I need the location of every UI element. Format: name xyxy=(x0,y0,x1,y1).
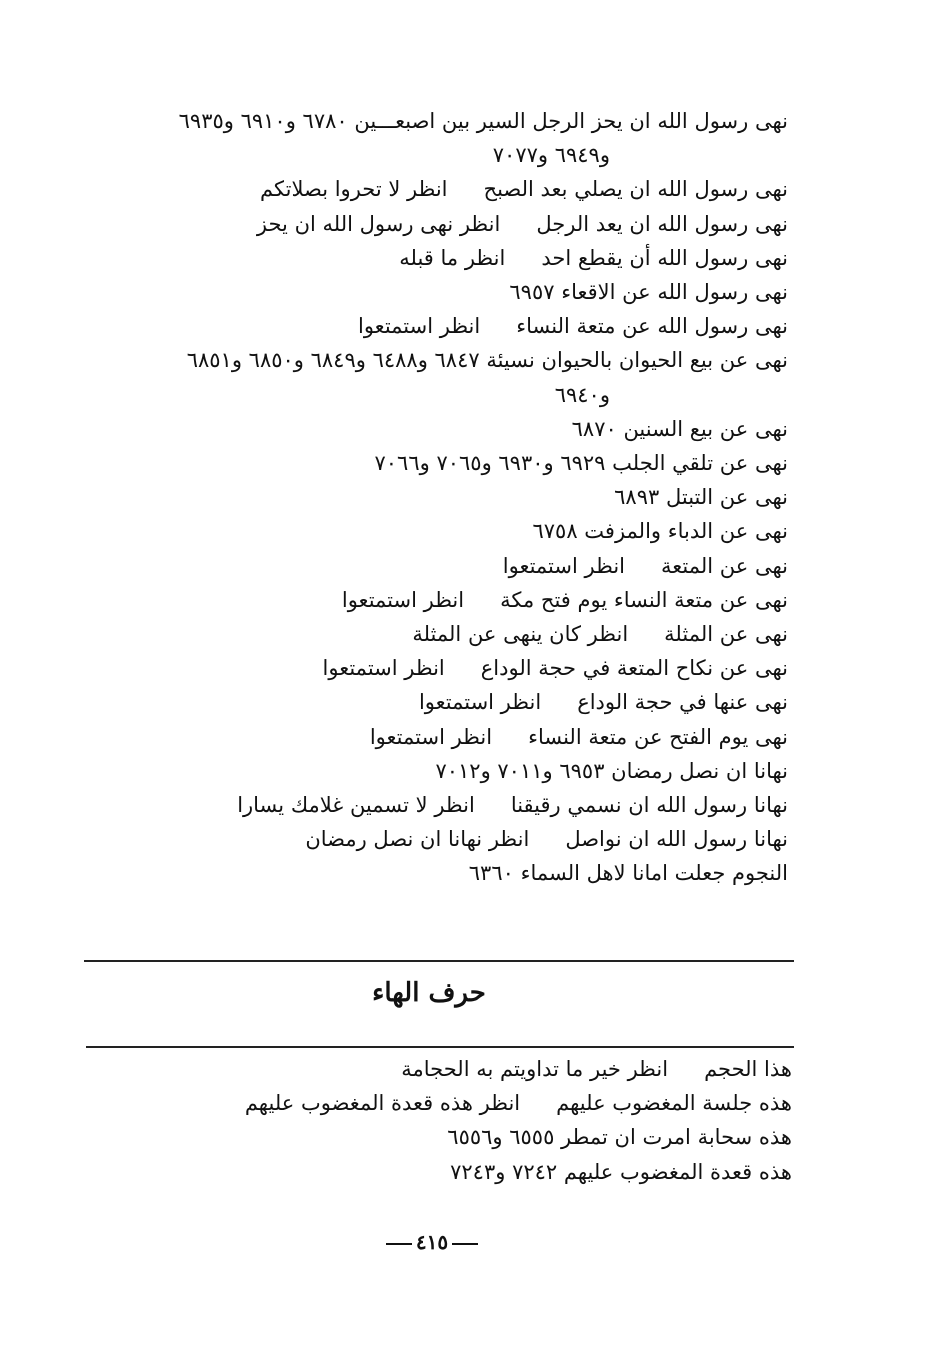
entry-heading: نهى عن تلقي الجلب ٦٩٢٩ و٦٩٣٠ و٧٠٦٥ و٧٠٦٦ xyxy=(374,451,788,476)
entry-cross-reference: انظر كان ينهى عن المثلة xyxy=(412,622,629,647)
entries-list-nun xyxy=(68,104,788,891)
entry-continuation: و٦٩٤٠ xyxy=(554,382,610,407)
entry-heading: نهى رسول الله عن متعة النساء xyxy=(516,314,788,339)
entry-heading: نهى رسول الله أن يقطع احد xyxy=(541,245,788,270)
index-entry xyxy=(68,480,788,514)
entry-cross-reference: انظر ما قبله xyxy=(399,245,506,270)
index-entry xyxy=(68,720,788,754)
section-divider-bottom xyxy=(86,1046,794,1048)
entries-list-ha xyxy=(92,1052,792,1189)
index-entry xyxy=(68,583,788,617)
index-entry xyxy=(68,856,788,890)
entry-heading: نهى عن التبتل ٦٨٩٣ xyxy=(614,485,788,510)
index-entry xyxy=(68,754,788,788)
entry-heading: نهى رسول الله ان يصلي بعد الصبح xyxy=(483,177,788,202)
entry-heading: نهانا رسول الله ان نواصل xyxy=(565,827,788,852)
entry-heading: نهى رسول الله عن الاقعاء ٦٩٥٧ xyxy=(509,280,788,305)
entry-heading: نهى عن المثلة xyxy=(664,622,788,647)
entry-cross-reference: انظر استمتعوا xyxy=(502,553,625,578)
entry-heading: نهى عن الدباء والمزفت ٦٧٥٨ xyxy=(532,519,788,544)
entry-cross-reference: انظر استمتعوا xyxy=(322,656,445,681)
entry-heading: نهى عن بيع السنين ٦٨٧٠ xyxy=(571,416,788,441)
entry-cross-reference: انظر هذه قعدة المغضوب عليهم xyxy=(244,1091,521,1116)
entry-cross-reference: انظر استمتعوا xyxy=(341,587,465,612)
entry-heading: هذا الحجم xyxy=(704,1057,792,1081)
entry-heading: نهى رسول الله ان يعد الرجل xyxy=(536,211,788,236)
index-entry xyxy=(68,617,788,651)
index-entry xyxy=(68,446,788,480)
index-entry xyxy=(68,275,788,309)
index-entry xyxy=(92,1052,792,1086)
index-entry xyxy=(68,685,788,719)
page-number xyxy=(372,1230,492,1254)
section-divider-top xyxy=(84,960,794,962)
entry-heading: نهى عن متعة النساء يوم فتح مكة xyxy=(500,587,788,612)
entry-heading: النجوم جعلت امانا لاهل السماء ٦٣٦٠ xyxy=(468,861,788,886)
entry-cross-reference: انظر لا تحروا بصلاتكم xyxy=(260,177,448,202)
index-entry xyxy=(68,309,788,343)
index-entry xyxy=(68,241,788,275)
index-entry xyxy=(68,514,788,548)
entry-heading: نهانا رسول الله ان نسمي رقيقنا xyxy=(510,793,788,818)
entry-cross-reference: انظر استمتعوا xyxy=(369,724,493,749)
index-entry xyxy=(68,207,788,241)
entry-cross-reference: انظر لا تسمين غلامك يسارا xyxy=(237,793,475,818)
entry-heading: نهانا ان نصل رمضان ٦٩٥٣ و٧٠١١ و٧٠١٢ xyxy=(435,758,788,783)
index-entry xyxy=(92,1120,792,1154)
index-entry xyxy=(68,822,788,856)
entry-heading: نهى عن بيع الحيوان بالحيوان نسيئة ٦٨٤٧ و٦٤٨٨ و٦٨٤٩ و٦٨٥٠ و٦٨٥١ xyxy=(186,348,788,373)
entry-cross-reference: انظر استمتعوا xyxy=(358,314,481,339)
index-entry xyxy=(68,104,788,172)
index-entry xyxy=(68,549,788,583)
entry-cross-reference: انظر استمتعوا xyxy=(418,690,542,715)
entry-heading: نهى يوم الفتح عن متعة النساء xyxy=(528,724,788,749)
index-entry xyxy=(68,788,788,822)
entry-heading: نهى عن المتعة xyxy=(661,553,788,578)
index-entry xyxy=(68,343,788,411)
entry-heading: هذه سحابة امرت ان تمطر ٦٥٥٥ و٦٥٥٦ xyxy=(447,1125,792,1150)
entry-continuation: و٦٩٤٩ و٧٠٧٧ xyxy=(492,143,610,168)
entry-heading: هذه جلسة المغضوب عليهم xyxy=(556,1091,792,1116)
page-number-dash-left xyxy=(386,1243,412,1245)
index-entry xyxy=(68,172,788,206)
index-entry xyxy=(68,651,788,685)
entry-cross-reference: انظر خير ما تداويتم به الحجامة xyxy=(401,1057,669,1081)
entry-cross-reference: انظر نهى رسول الله ان يحز xyxy=(256,211,501,236)
entry-heading: نهى رسول الله ان يحز الرجل السير بين اصبعـــين ٦٧٨٠ و٦٩١٠ و٦٩٣٥ xyxy=(178,109,788,133)
index-entry xyxy=(92,1086,792,1120)
entry-heading: نهى عنها في حجة الوداع xyxy=(577,690,788,715)
entry-heading: هذه قعدة المغضوب عليهم ٧٢٤٢ و٧٢٤٣ xyxy=(450,1159,792,1184)
index-entry xyxy=(68,412,788,446)
page-number-value: ٤١٥ xyxy=(415,1230,449,1254)
entry-cross-reference: انظر نهانا ان نصل رمضان xyxy=(305,827,530,852)
section-title: حرف الهاء xyxy=(372,978,486,1008)
page-number-dash-right xyxy=(452,1243,478,1245)
index-entry xyxy=(92,1155,792,1189)
entry-heading: نهى عن نكاح المتعة في حجة الوداع xyxy=(480,656,788,681)
